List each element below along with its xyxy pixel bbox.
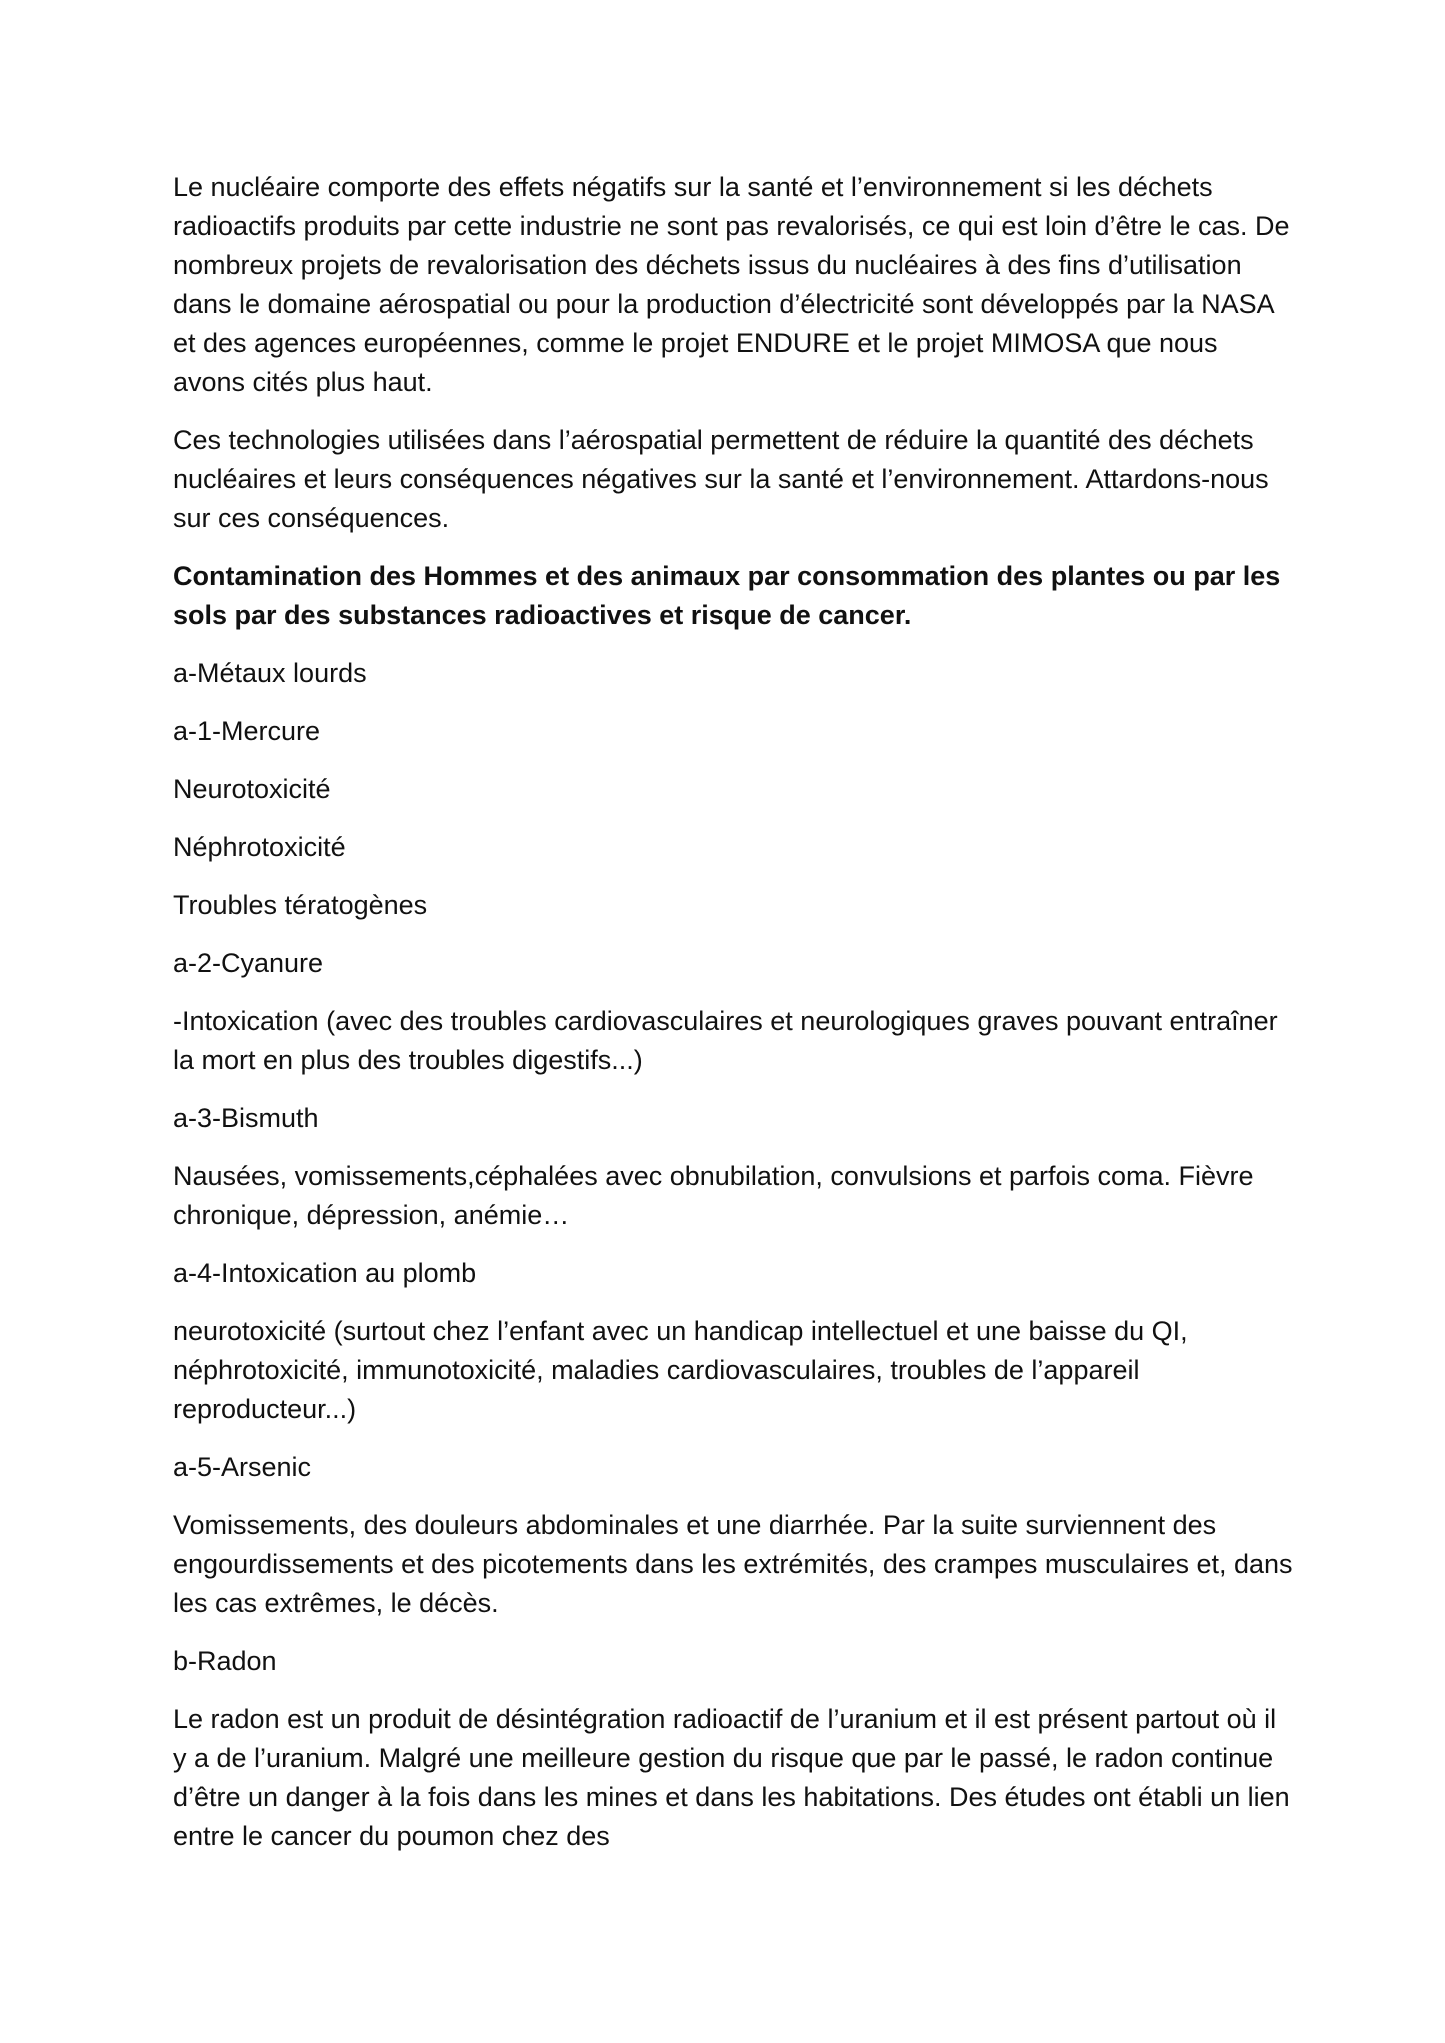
subsection-title-arsenic: a-5-Arsenic [173,1452,312,1482]
subsection-title-bismuth: a-3-Bismuth [173,1103,319,1133]
document-page [173,168,1293,1875]
bismuth-effects: Nausées, vomissements,céphalées avec obnubilation, convulsions et parfois coma. Fièvre chronique, dépression, anémie… [173,1161,1254,1230]
effect-nephrotoxicity: Néphrotoxicité [173,832,346,862]
lead-effects: neurotoxicité (surtout chez l’enfant avec un handicap intellectuel et une baisse du QI, néphrotoxicité, immunotoxicité, maladies cardiovasculaires, troubles de l’appareil reproducteur...) [173,1316,1188,1424]
subsection-title-cyanide: a-2-Cyanure [173,948,324,978]
cyanide-effects: -Intoxication (avec des troubles cardiovasculaires et neurologiques graves pouvant entraîner la mort en plus des troubles digestifs...) [173,1006,1278,1075]
radon-paragraph: Le radon est un produit de désintégration radioactif de l’uranium et il est présent partout où il y a de l’uranium. Malgré une meilleure gestion du risque que par le passé, le radon continue d’être un danger à la fois dans les mines et dans les habitations. Des études ont établi un lien entre le cancer du poumon chez des [173,1704,1290,1851]
subsection-title-heavy-metals: a-Métaux lourds [173,658,367,688]
intro-paragraph: Le nucléaire comporte des effets négatifs sur la santé et l’environnement si les déchets radioactifs produits par cette industrie ne sont pas revalorisés, ce qui est loin d’être le cas. De nombreux projets de revalorisation des déchets issus du nucléaires à des fins d’utilisation dans le domaine aérospatial ou pour la production d’électricité sont développés par la NASA et des agences européennes, comme le projet ENDURE et le projet MIMOSA que nous avons cités plus haut. [173,172,1290,397]
technology-paragraph: Ces technologies utilisées dans l’aérospatial permettent de réduire la quantité des déchets nucléaires et leurs conséquences négatives sur la santé et l’environnement. Attardons-nous sur ces conséquences. [173,425,1269,533]
arsenic-effects: Vomissements, des douleurs abdominales et une diarrhée. Par la suite surviennent des engourdissements et des picotements dans les extrémités, des crampes musculaires et, dans les cas extrêmes, le décès. [173,1510,1293,1618]
section-heading: Contamination des Hommes et des animaux par consommation des plantes ou par les sols par des substances radioactives et risque de cancer. [173,561,1281,630]
effect-teratogenic: Troubles tératogènes [173,890,428,920]
subsection-title-mercury: a-1-Mercure [173,716,321,746]
effect-neurotoxicity: Neurotoxicité [173,774,331,804]
subsection-title-radon: b-Radon [173,1646,277,1676]
subsection-title-lead: a-4-Intoxication au plomb [173,1258,477,1288]
